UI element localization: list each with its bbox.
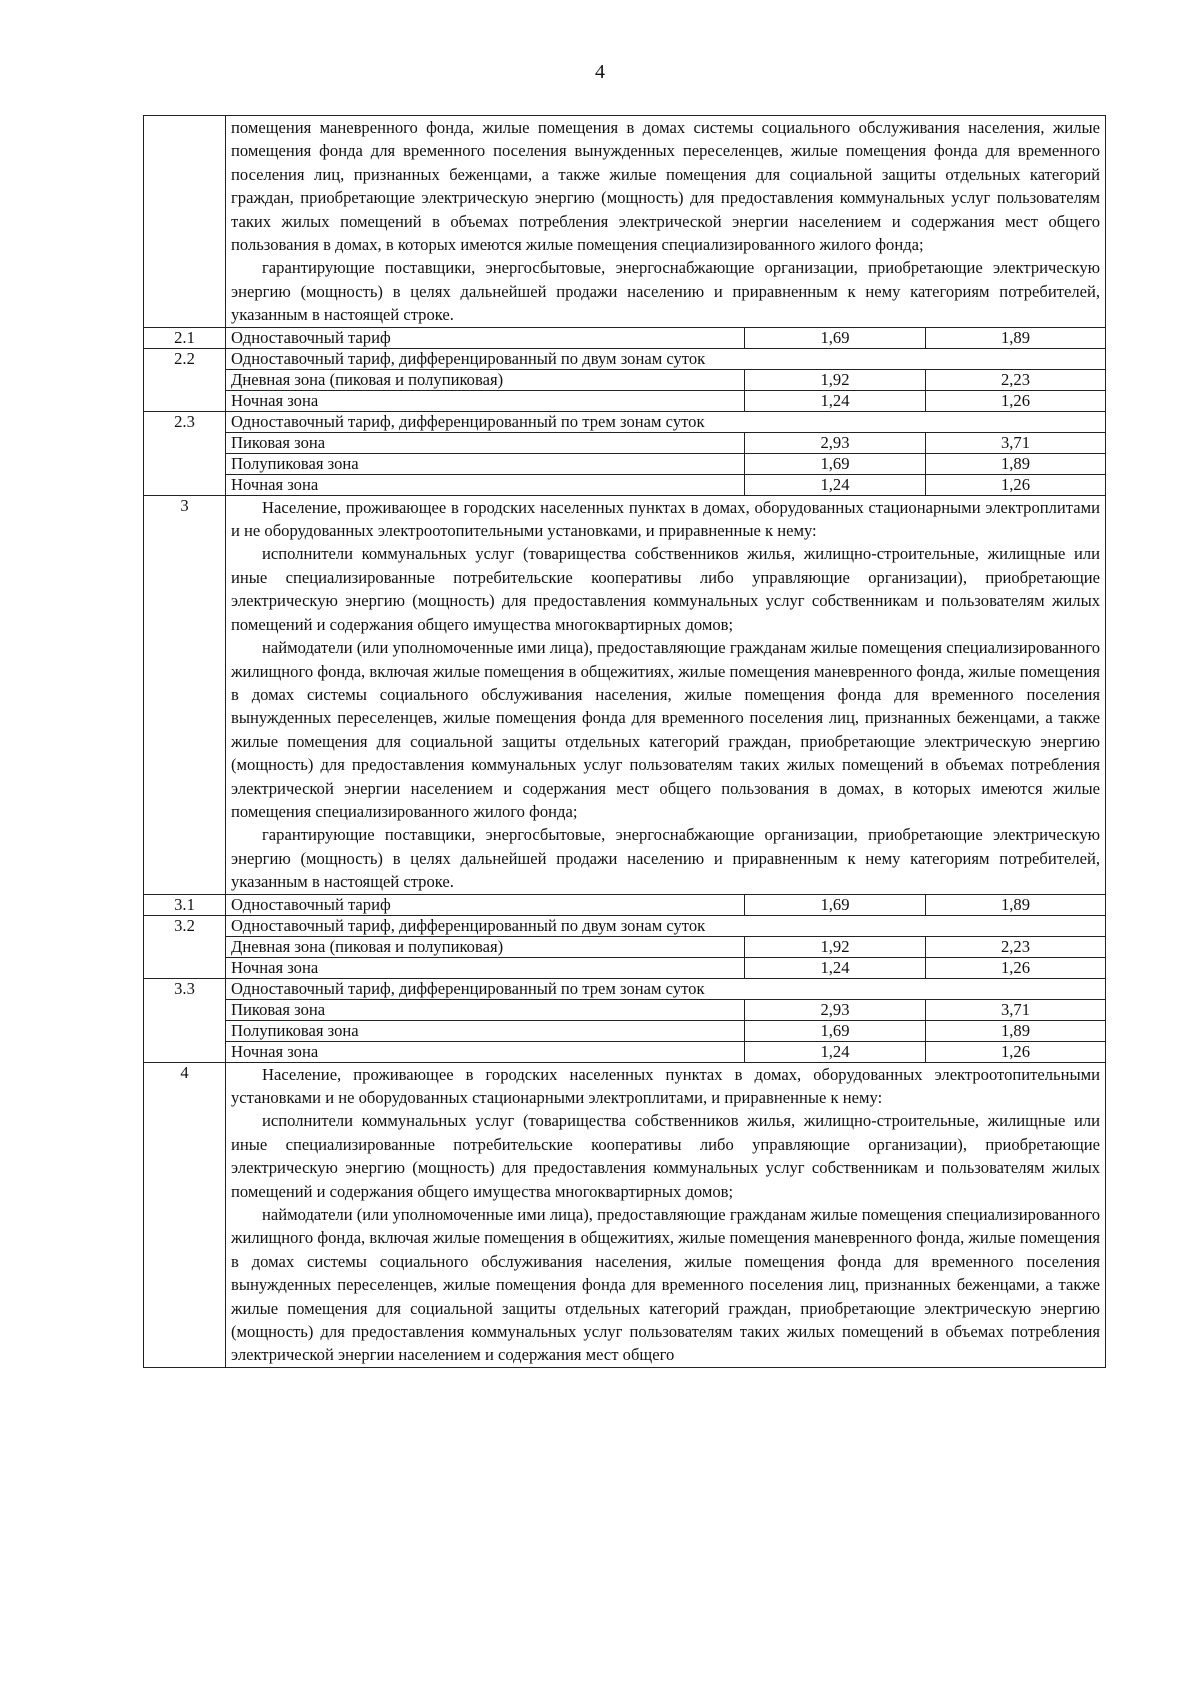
row-number: 2.1: [144, 327, 226, 348]
tariff-value-1: 1,69: [745, 453, 926, 474]
tariff-value-2: 1,89: [926, 894, 1106, 915]
consumer-description: [226, 1062, 1106, 1367]
table-row: [144, 1062, 1106, 1367]
tariff-value-2: 1,89: [926, 327, 1106, 348]
table-row: [144, 915, 1106, 936]
row-number: [144, 116, 226, 328]
tariff-value-1: 1,24: [745, 1041, 926, 1062]
tariff-value-2: 2,23: [926, 936, 1106, 957]
zone-label: Полупиковая зона: [226, 453, 745, 474]
tariff-label: Одноставочный тариф, дифференцированный по двум зонам суток: [226, 915, 1106, 936]
tariff-value-1: 2,93: [745, 432, 926, 453]
table-row: [144, 116, 1106, 328]
consumer-description: [226, 495, 1106, 894]
table-row: [144, 432, 1106, 453]
table-row: [144, 474, 1106, 495]
table-row: [144, 411, 1106, 432]
tariff-value-2: 1,89: [926, 453, 1106, 474]
tariff-value-1: 1,69: [745, 1020, 926, 1041]
zone-label: Ночная зона: [226, 1041, 745, 1062]
table-row: [144, 390, 1106, 411]
table-row: [144, 327, 1106, 348]
tariff-value-2: 1,26: [926, 474, 1106, 495]
description-paragraph: наймодатели (или уполномоченные ими лица), предоставляющие гражданам жилые помещения специализированного жилищного фонда, включая жилые помещения в общежитиях, жилые помещения маневренного фонда, жилые помещения в домах системы социального обслуживания населения, жилые помещения фонда для временного поселения вынужденных переселенцев, жилые помещения фонда для временного поселения лиц, признанных беженцами, а также жилые помещения для социальной защиты отдельных категорий граждан, приобретающие электрическую энергию (мощность) для предоставления коммунальных услуг пользователям таких жилых помещений в объемах потребления электрической энергии населением и содержания мест общего пользования в домах, в которых имеются жилые помещения специализированного жилого фонда;: [231, 638, 1101, 821]
page-number: 4: [595, 61, 605, 83]
zone-label: Пиковая зона: [226, 432, 745, 453]
zone-label: Пиковая зона: [226, 999, 745, 1020]
row-number: 4: [144, 1062, 226, 1367]
tariff-value-1: 1,69: [745, 894, 926, 915]
consumer-description: [226, 116, 1106, 328]
description-paragraph: Население, проживающее в городских населенных пунктах в домах, оборудованных стационарными электроплитами и не оборудованных электроотопительными установками, и приравненные к нему:: [231, 497, 1101, 541]
tariff-value-1: 1,24: [745, 957, 926, 978]
tariff-value-2: 1,26: [926, 1041, 1106, 1062]
tariff-label: Одноставочный тариф, дифференцированный по трем зонам суток: [226, 978, 1106, 999]
description-paragraph: гарантирующие поставщики, энергосбытовые, энергоснабжающие организации, приобретающие электрическую энергию (мощность) в целях дальнейшей продажи населению и приравненным к нему категориям потребителей, указанным в настоящей строке.: [231, 825, 1101, 892]
tariff-label: Одноставочный тариф, дифференцированный по трем зонам суток: [226, 411, 1106, 432]
table-row: [144, 894, 1106, 915]
table-row: [144, 1020, 1106, 1041]
zone-label: Дневная зона (пиковая и полупиковая): [226, 936, 745, 957]
zone-label: Полупиковая зона: [226, 1020, 745, 1041]
row-number: 3.3: [144, 978, 226, 1062]
tariff-value-2: 1,26: [926, 957, 1106, 978]
table-row: [144, 495, 1106, 894]
zone-label: Ночная зона: [226, 390, 745, 411]
row-number: 3.1: [144, 894, 226, 915]
description-paragraph: гарантирующие поставщики, энергосбытовые, энергоснабжающие организации, приобретающие электрическую энергию (мощность) в целях дальнейшей продажи населению и приравненным к нему категориям потребителей, указанным в настоящей строке.: [231, 258, 1101, 325]
tariff-value-1: 1,24: [745, 390, 926, 411]
tariff-value-2: 3,71: [926, 432, 1106, 453]
description-paragraph: исполнители коммунальных услуг (товарищества собственников жилья, жилищно-строительные, жилищные или иные специализированные потребительские кооперативы либо управляющие организации), приобретающие электрическую энергию (мощность) для предоставления коммунальных услуг собственникам и пользователям жилых помещений и содержания общего имущества многоквартирных домов;: [231, 1111, 1101, 1201]
table-row: [144, 936, 1106, 957]
tariff-label: Одноставочный тариф: [226, 894, 745, 915]
description-paragraph: помещения маневренного фонда, жилые помещения в домах системы социального обслуживания населения, жилые помещения фонда для временного поселения вынужденных переселенцев, жилые помещения фонда для временного поселения лиц, признанных беженцами, а также жилые помещения для социальной защиты отдельных категорий граждан, приобретающие электрическую энергию (мощность) для предоставления коммунальных услуг пользователям таких жилых помещений в объемах потребления электрической энергии населением и содержания мест общего пользования в домах, в которых имеются жилые помещения специализированного жилого фонда;: [231, 118, 1101, 255]
row-number: 3: [144, 495, 226, 894]
tariff-value-2: 3,71: [926, 999, 1106, 1020]
zone-label: Ночная зона: [226, 957, 745, 978]
tariff-table: [143, 115, 1106, 1368]
description-paragraph: Население, проживающее в городских населенных пунктах в домах, оборудованных электроотопительными установками и не оборудованных стационарными электроплитами, и приравненные к нему:: [231, 1064, 1101, 1107]
row-number: 3.2: [144, 915, 226, 978]
zone-label: Дневная зона (пиковая и полупиковая): [226, 369, 745, 390]
row-number: 2.2: [144, 348, 226, 411]
zone-label: Ночная зона: [226, 474, 745, 495]
table-row: [144, 369, 1106, 390]
tariff-value-1: 1,92: [745, 936, 926, 957]
tariff-value-1: 1,24: [745, 474, 926, 495]
tariff-label: Одноставочный тариф, дифференцированный по двум зонам суток: [226, 348, 1106, 369]
row-number: 2.3: [144, 411, 226, 495]
tariff-value-2: 1,89: [926, 1020, 1106, 1041]
table-row: [144, 348, 1106, 369]
tariff-value-2: 1,26: [926, 390, 1106, 411]
table-row: [144, 453, 1106, 474]
table-row: [144, 999, 1106, 1020]
description-paragraph: исполнители коммунальных услуг (товарищества собственников жилья, жилищно-строительные, жилищные или иные специализированные потребительские кооперативы либо управляющие организации), приобретающие электрическую энергию (мощность) для предоставления коммунальных услуг собственникам и пользователям жилых помещений и содержания общего имущества многоквартирных домов;: [231, 544, 1101, 634]
tariff-value-1: 1,92: [745, 369, 926, 390]
description-paragraph: наймодатели (или уполномоченные ими лица), предоставляющие гражданам жилые помещения специализированного жилищного фонда, включая жилые помещения в общежитиях, жилые помещения маневренного фонда, жилые помещения в домах системы социального обслуживания населения, жилые помещения фонда для временного поселения вынужденных переселенцев, жилые помещения фонда для временного поселения лиц, признанных беженцами, а также жилые помещения для социальной защиты отдельных категорий граждан, приобретающие электрическую энергию (мощность) для предоставления коммунальных услуг пользователям таких жилых помещений в объемах потребления электрической энергии населением и содержания мест общего: [231, 1205, 1101, 1365]
tariff-value-1: 2,93: [745, 999, 926, 1020]
table-row: [144, 957, 1106, 978]
table-row: [144, 978, 1106, 999]
tariff-value-1: 1,69: [745, 327, 926, 348]
table-row: [144, 1041, 1106, 1062]
tariff-label: Одноставочный тариф: [226, 327, 745, 348]
tariff-value-2: 2,23: [926, 369, 1106, 390]
